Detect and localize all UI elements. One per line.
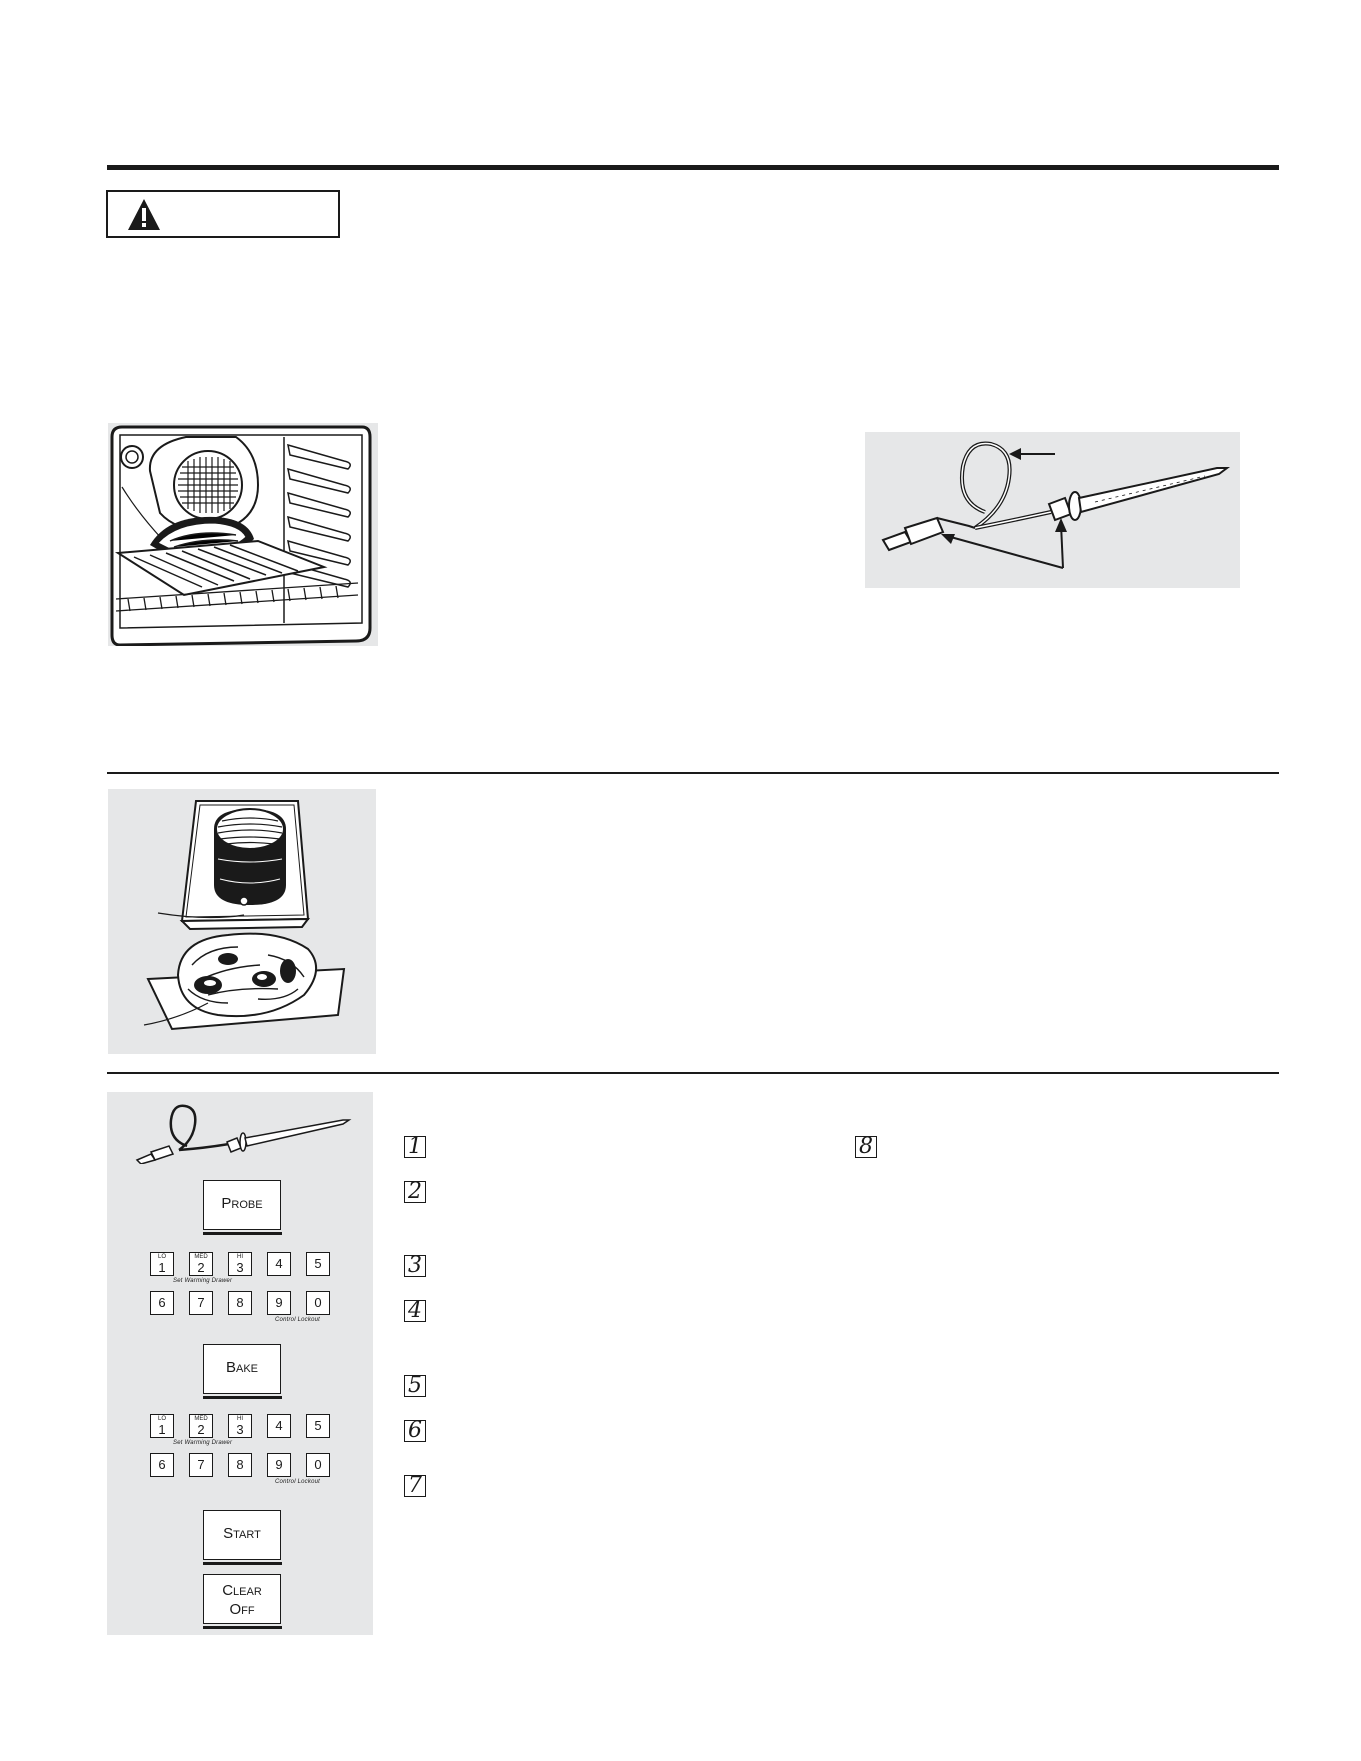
probe-placement-illustration: [108, 789, 376, 1054]
key-4[interactable]: [267, 1252, 291, 1276]
key-1[interactable]: [150, 1414, 174, 1438]
step-number: 6: [404, 1420, 426, 1442]
key-9[interactable]: [267, 1291, 291, 1315]
key-sup-label: LO: [157, 1416, 166, 1422]
key-digit: 0: [314, 1295, 322, 1310]
probe-diagram: [865, 432, 1240, 588]
bake-label-initial: B: [225, 1359, 236, 1376]
key-3[interactable]: [228, 1414, 252, 1438]
start-label-initial: S: [223, 1525, 234, 1542]
key-0[interactable]: [306, 1291, 330, 1315]
key-digit: 5: [314, 1256, 322, 1271]
key-digit: 7: [197, 1295, 205, 1310]
key-sup-label: MED: [194, 1416, 208, 1422]
control-lockout-caption: Control Lockout: [275, 1317, 321, 1323]
start-label-rest: TART: [233, 1529, 261, 1541]
key-2[interactable]: [189, 1414, 213, 1438]
control-lockout-caption: Control Lockout: [275, 1479, 321, 1485]
clear-label: [204, 1582, 280, 1601]
key-1[interactable]: [150, 1252, 174, 1276]
key-digit: 4: [275, 1418, 283, 1433]
key-digit: 5: [314, 1418, 322, 1433]
warning-triangle-icon: [126, 197, 162, 233]
bake-label-rest: AKE: [236, 1363, 259, 1375]
key-3[interactable]: [228, 1252, 252, 1276]
key-6[interactable]: [150, 1291, 174, 1315]
off-label: [204, 1601, 280, 1620]
step-number: 4: [404, 1300, 426, 1322]
key-digit: 2: [197, 1260, 205, 1275]
key-sup-label: HI: [237, 1416, 243, 1422]
warming-drawer-caption: Set Warming Drawer: [173, 1278, 233, 1284]
key-2[interactable]: [189, 1252, 213, 1276]
key-5[interactable]: [306, 1414, 330, 1438]
key-sup-label: LO: [157, 1254, 166, 1260]
clear-label-initial: C: [222, 1582, 234, 1599]
key-digit: 7: [197, 1457, 205, 1472]
key-7[interactable]: [189, 1291, 213, 1315]
step-number: 7: [404, 1475, 426, 1497]
key-digit: 6: [158, 1295, 166, 1310]
control-panel-illustration: [107, 1092, 373, 1635]
off-label-rest: FF: [241, 1605, 255, 1617]
clear-label-rest: LEAR: [233, 1586, 262, 1598]
key-digit: 2: [197, 1422, 205, 1437]
step-number: 5: [404, 1375, 426, 1397]
key-7[interactable]: [189, 1453, 213, 1477]
section-rule: [107, 772, 1279, 774]
section-rule: [107, 1072, 1279, 1074]
step-number: 1: [404, 1136, 426, 1158]
key-digit: 6: [158, 1457, 166, 1472]
step-number: 8: [855, 1136, 877, 1158]
oven-interior-illustration: [108, 423, 378, 646]
key-6[interactable]: [150, 1453, 174, 1477]
key-digit: 9: [275, 1295, 283, 1310]
key-digit: 1: [158, 1422, 166, 1437]
probe-button[interactable]: [203, 1180, 281, 1230]
key-digit: 8: [236, 1457, 244, 1472]
probe-label-initial: P: [221, 1195, 232, 1212]
key-digit: 4: [275, 1256, 283, 1271]
key-4[interactable]: [267, 1414, 291, 1438]
key-9[interactable]: [267, 1453, 291, 1477]
key-sup-label: HI: [237, 1254, 243, 1260]
clear-off-button[interactable]: [203, 1574, 281, 1624]
warming-drawer-caption: Set Warming Drawer: [173, 1440, 233, 1446]
key-sup-label: MED: [194, 1254, 208, 1260]
key-digit: 9: [275, 1457, 283, 1472]
key-5[interactable]: [306, 1252, 330, 1276]
key-digit: 8: [236, 1295, 244, 1310]
key-8[interactable]: [228, 1291, 252, 1315]
probe-icon: [135, 1098, 355, 1164]
start-button[interactable]: [203, 1510, 281, 1560]
key-0[interactable]: [306, 1453, 330, 1477]
probe-label-rest: ROBE: [231, 1199, 263, 1211]
key-8[interactable]: [228, 1453, 252, 1477]
step-number: 2: [404, 1181, 426, 1203]
header-rule: [107, 165, 1279, 170]
bake-button[interactable]: [203, 1344, 281, 1394]
key-digit: 1: [158, 1260, 166, 1275]
key-digit: 3: [236, 1422, 244, 1437]
off-label-initial: O: [229, 1601, 242, 1618]
warning-box: [106, 190, 340, 238]
key-digit: 0: [314, 1457, 322, 1472]
step-number: 3: [404, 1255, 426, 1277]
key-digit: 3: [236, 1260, 244, 1275]
